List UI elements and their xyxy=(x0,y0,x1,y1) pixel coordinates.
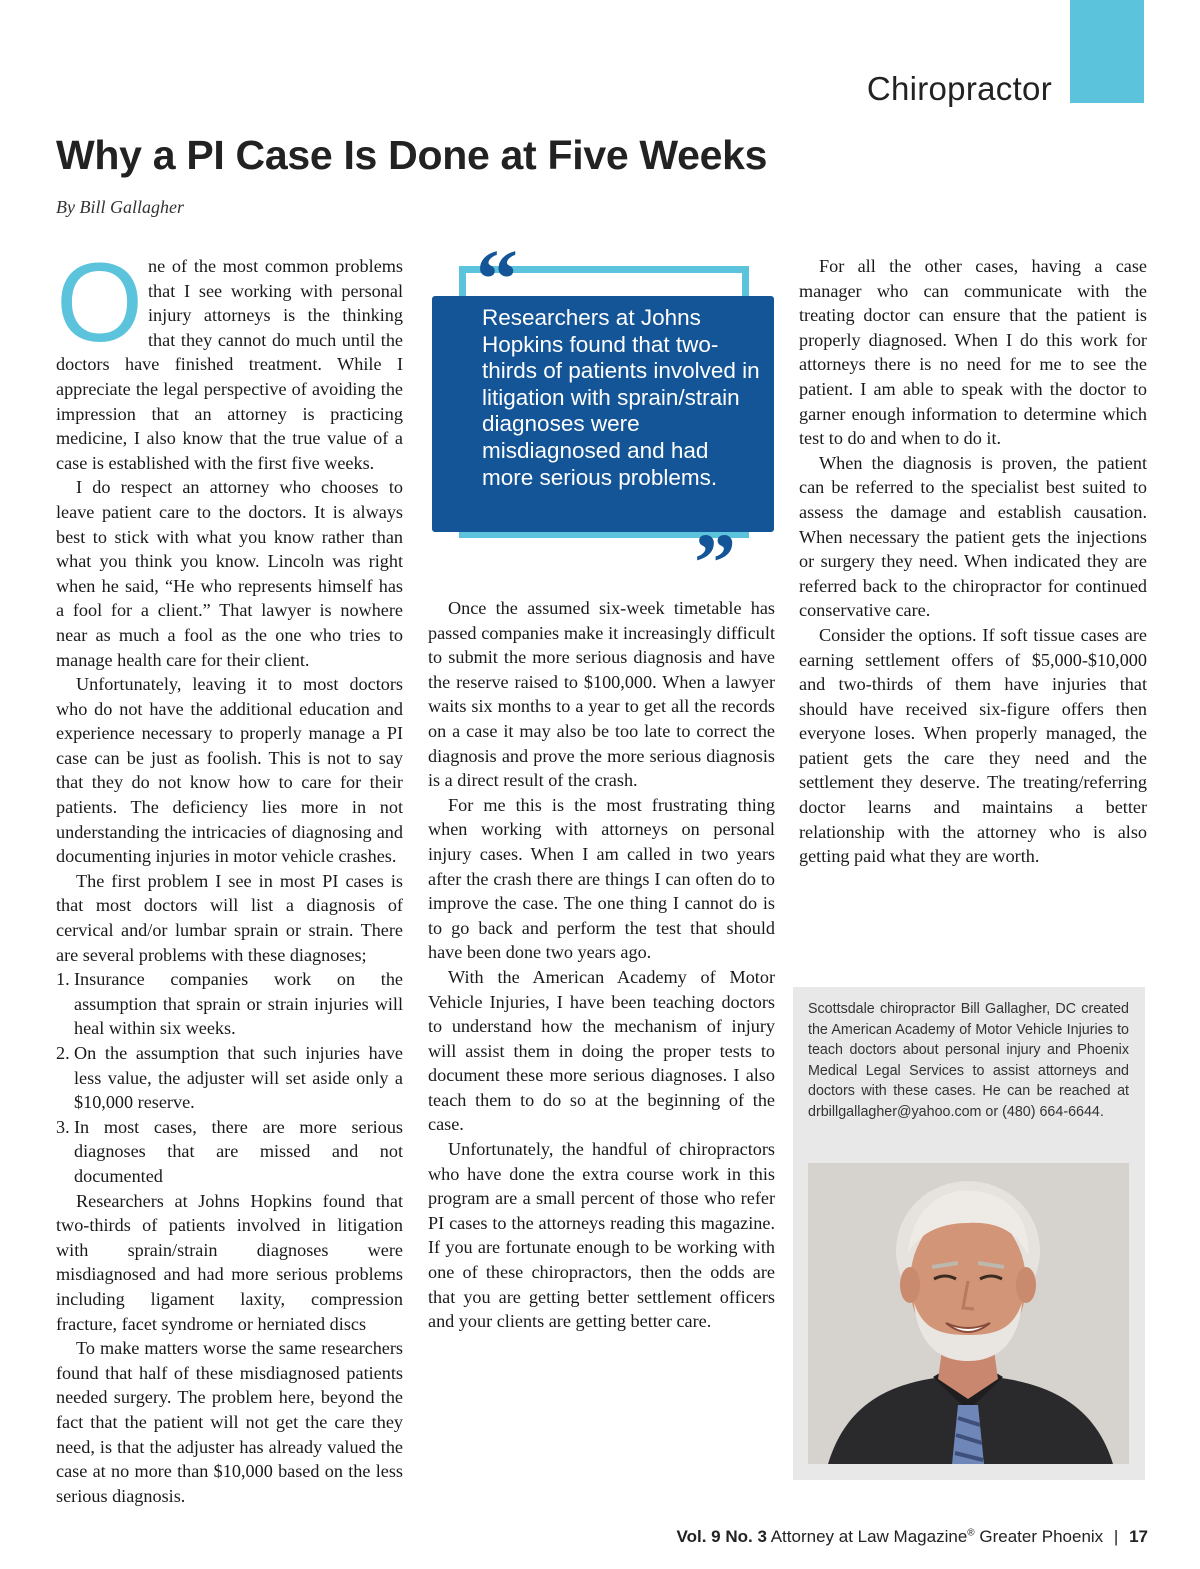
section-tab-block xyxy=(1070,0,1144,103)
article-paragraph: Consider the options. If soft tissue cases are earning settlement offers of $5,000-$10,000 and two-thirds of them have injuries that should have received six-figure offers then everyone loses. When properly managed, the patient gets the care they need and the settlement they deserve. The treating/referring doctor learns and maintains a better relationship with the attorney who is also getting paid what they are worth. xyxy=(799,624,1147,867)
footer-edition: Greater Phoenix xyxy=(979,1527,1104,1546)
article-paragraph: For me this is the most frustrating thing when working with attorneys on personal injury cases. When I am called in two years after the crash there are things I can often do to improve the case. The one thing I cannot do is to go back and perform the test that should have been done two years ago. xyxy=(428,794,775,963)
pull-quote-text: Researchers at Johns Hopkins found that two-thirds of patients involved in litigation with sprain/strain diagnoses were misdiagnosed and had more serious problems. xyxy=(482,305,760,490)
article-paragraph: For all the other cases, having a case manager who can communicate with the treating doctor can ensure that the patient is properly diagnosed. When I do this work for attorneys there is no need for me to see the patient. I am able to speak with the doctor to garner enough information to determine which test to do and when to do it. xyxy=(799,256,1147,449)
article-column-3 xyxy=(799,254,1147,869)
article-paragraph: Researchers at Johns Hopkins found that two-thirds of patients involved in litigation with sprain/strain diagnoses were misdiagnosed and had more serious problems including ligament laxity, compression fracture, facet syndrome or herniated discs xyxy=(56,1190,403,1334)
section-label: Chiropractor xyxy=(866,70,1052,107)
article-byline: By Bill Gallagher xyxy=(56,197,184,217)
page-number: 17 xyxy=(1129,1527,1148,1546)
problem-list xyxy=(56,967,403,1188)
article-paragraph: One of the most common problems that I see working with personal injury attorneys is the thinking that they cannot do much until the doctors have finished treatment. While I appreciate the legal perspective of avoiding the impression that an attorney is practicing medicine, I also know that the true value of a case is established with the first five weeks. xyxy=(56,240,403,473)
registered-mark: ® xyxy=(967,1527,975,1539)
list-item: 3. In most cases, there are more serious diagnoses that are missed and not documented xyxy=(56,1116,403,1186)
article-paragraph: The first problem I see in most PI cases is that most doctors will list a diagnosis of cervical and/or lumbar sprain or strain. There are several problems with these diagnoses; xyxy=(56,870,403,965)
page-footer xyxy=(677,1527,1148,1547)
author-portrait-icon xyxy=(808,1163,1129,1464)
author-photo xyxy=(808,1163,1129,1464)
article-paragraph: When the diagnosis is proven, the patient can be referred to the specialist best suited to assess the damage and establish causation. When necessary the patient gets the injections or surgery they need. When indicated they are referred back to the chiropractor for continued conservative care. xyxy=(799,452,1147,621)
article-paragraph: With the American Academy of Motor Vehicle Injuries, I have been teaching doctors to understand how the mechanism of injury will assist them in doing the proper tests to document these more serious diagnoses. I also teach them to do so at the beginning of the case. xyxy=(428,966,775,1135)
open-quote-icon: “ xyxy=(476,233,518,326)
article-column-1 xyxy=(56,240,403,1508)
article-title: Why a PI Case Is Done at Five Weeks xyxy=(56,132,768,178)
article-paragraph: Once the assumed six-week timetable has passed companies make it increasingly difficult to submit the more serious diagnosis and have the reserve raised to $100,000. When a lawyer waits six months to a year to get all the records on a case it may also be too late to correct the diagnosis and prove the more serious diagnosis is a direct result of the crash. xyxy=(428,598,775,791)
author-bio-text: Scottsdale chiropractor Bill Gallagher, DC created the American Academy of Motor Vehicle Injuries to teach doctors about personal injury and Phoenix Medical Legal Services to assist attorneys and doctors with these cases. He can be reached at drbillgallagher@yahoo.com or (480) 664-6644. xyxy=(808,1001,1129,1120)
list-item: 2. On the assumption that such injuries have less value, the adjuster will set aside only a $10,000 reserve. xyxy=(56,1043,403,1113)
footer-magazine: Attorney at Law Magazine xyxy=(770,1527,968,1546)
article-paragraph: Unfortunately, leaving it to most doctors who do not have the additional education and experience necessary to properly manage a PI case can be just as foolish. This is not to say that they do not know how to care for their patients. The deficiency lies more in not understanding the intricacies of diagnosing and documenting injuries in motor vehicle crashes. xyxy=(56,674,403,867)
close-quote-icon: ” xyxy=(694,517,736,610)
footer-volume: Vol. 9 No. 3 xyxy=(676,1527,767,1546)
footer-separator: | xyxy=(1113,1527,1119,1546)
article-column-2 xyxy=(428,596,775,1334)
list-item: 1. Insurance companies work on the assumption that sprain or strain injuries will heal within six weeks. xyxy=(56,969,403,1039)
article-paragraph: I do respect an attorney who chooses to leave patient care to the doctors. It is always best to stick with what you know rather than what you think you know. Lincoln was right when he said, “He who represents himself has a fool for a client.” That lawyer is nowhere near as much a fool as the one who tries to manage health care for their client. xyxy=(56,477,403,670)
article-paragraph: To make matters worse the same researchers found that half of these misdiagnosed patients needed surgery. The problem here, beyond the fact that the patient will not get the care they need, is that the adjuster has already valued the case at no more than $10,000 based on the less serious diagnosis. xyxy=(56,1338,403,1506)
drop-cap: O xyxy=(56,240,144,365)
article-paragraph: Unfortunately, the handful of chiropractors who have done the extra course work in this program are a small percent of those who refer PI cases to the attorneys reading this magazine. If you are fortunate enough to be working with one of these chiropractors, then the odds are that you are getting better settlement officers and your clients are getting better care. xyxy=(428,1139,775,1332)
